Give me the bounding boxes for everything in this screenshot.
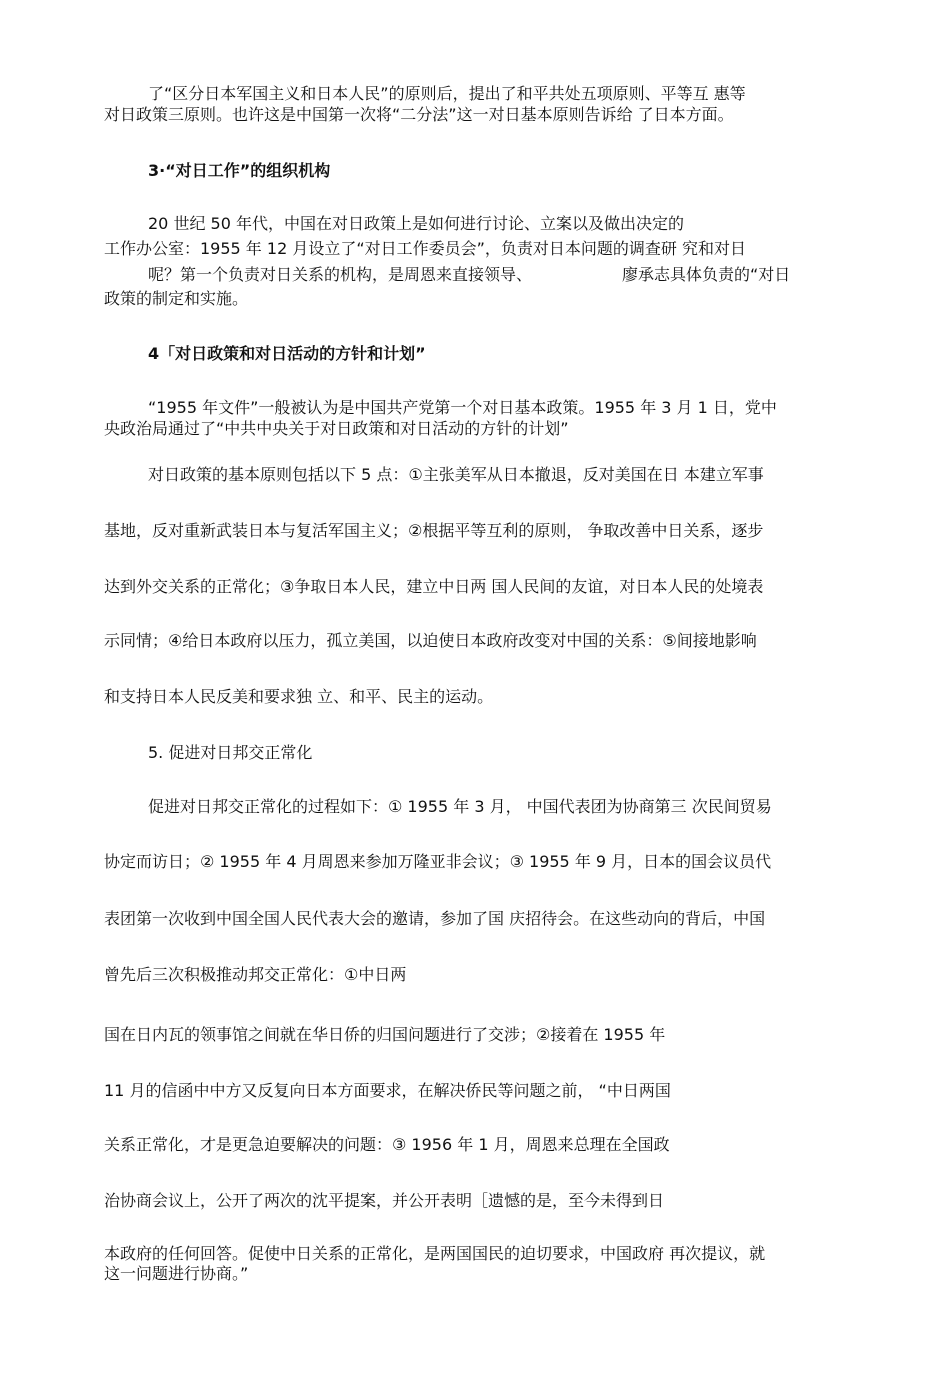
section-5-heading: 5. 促进对日邦交正常化 bbox=[148, 743, 313, 762]
section-3-line-2: 工作办公室：1955 年 12 月设立了“对日工作委员会”，负责对日本问题的调查研 究和对日 bbox=[104, 239, 747, 258]
section-5-p1-line-4: 曾先后三次积极推动邦交正常化：①中日两 bbox=[104, 965, 407, 984]
section-4-heading: 4「对日政策和对日活动的方针和计划” bbox=[148, 344, 426, 363]
intro-line-1: 了“区分日本军国主义和日本人民”的原则后，提出了和平共处五项原则、平等互 惠等 bbox=[148, 84, 746, 103]
section-4-p2-line-4: 示同情；④给日本政府以压力，孤立美国，以迫使日本政府改变对中国的关系：⑤间接地影响 bbox=[104, 631, 757, 650]
section-4-p2-line-1: 对日政策的基本原则包括以下 5 点：①主张美军从日本撤退，反对美国在日 本建立军事 bbox=[148, 465, 764, 484]
section-4-p1-line-2: 央政治局通过了“中共中央关于对日政策和对日活动的方针的计划” bbox=[104, 419, 569, 438]
section-5-p1-line-6: 11 月的信函中中方又反复向日本方面要求，在解决侨民等问题之前， “中日两国 bbox=[104, 1081, 671, 1100]
section-3-line-4: 政策的制定和实施。 bbox=[104, 289, 249, 308]
section-3-line-3b: 廖承志具体负责的“对日 bbox=[622, 265, 791, 284]
section-3-line-1: 20 世纪 50 年代，中国在对日政策上是如何进行讨论、立案以及做出决定的 bbox=[148, 214, 684, 233]
section-5-p1-line-7: 关系正常化，才是更急迫要解决的问题：③ 1956 年 1 月，周恩来总理在全国政 bbox=[104, 1135, 670, 1154]
section-3-heading: 3·“对日工作”的组织机构 bbox=[148, 161, 331, 180]
section-5-p1-line-3: 表团第一次收到中国全国人民代表大会的邀请，参加了国 庆招待会。在这些动向的背后，中国 bbox=[104, 909, 766, 928]
section-4-p2-line-5: 和支持日本人民反美和要求独 立、和平、民主的运动。 bbox=[104, 687, 494, 706]
section-5-p1-line-1: 促进对日邦交正常化的过程如下：① 1955 年 3 月， 中国代表团为协商第三 次民间贸易 bbox=[148, 797, 772, 816]
intro-line-2: 对日政策三原则。也许这是中国第一次将“二分法”这一对日基本原则告诉给 了日本方面。 bbox=[104, 105, 734, 124]
section-5-p1-line-10: 这一问题进行协商。” bbox=[104, 1264, 249, 1283]
section-4-p1-line-1: “1955 年文件”一般被认为是中国共产党第一个对日基本政策。1955 年 3 月 1 日，党中 bbox=[148, 398, 777, 417]
section-4-p2-line-3: 达到外交关系的正常化；③争取日本人民，建立中日两 国人民间的友谊，对日本人民的处境表 bbox=[104, 577, 764, 596]
section-5-p1-line-2: 协定而访日；② 1955 年 4 月周恩来参加万隆亚非会议；③ 1955 年 9 月，日本的国会议员代 bbox=[104, 852, 772, 871]
section-5-p1-line-8: 治协商会议上，公开了两次的沈平提案，并公开表明［遗憾的是，至今未得到日 bbox=[104, 1191, 665, 1210]
section-3-line-3a: 呢？第一个负责对日关系的机构，是周恩来直接领导、 bbox=[148, 265, 533, 284]
section-4-p2-line-2: 基地，反对重新武装日本与复活军国主义；②根据平等互利的原则， 争取改善中日关系，逐步 bbox=[104, 521, 764, 540]
section-5-p1-line-9: 本政府的任何回答。促使中日关系的正常化，是两国国民的迫切要求，中国政府 再次提议，就 bbox=[104, 1244, 766, 1263]
section-5-p1-line-5: 国在日内瓦的领事馆之间就在华日侨的归国问题进行了交涉；②接着在 1955 年 bbox=[104, 1025, 666, 1044]
